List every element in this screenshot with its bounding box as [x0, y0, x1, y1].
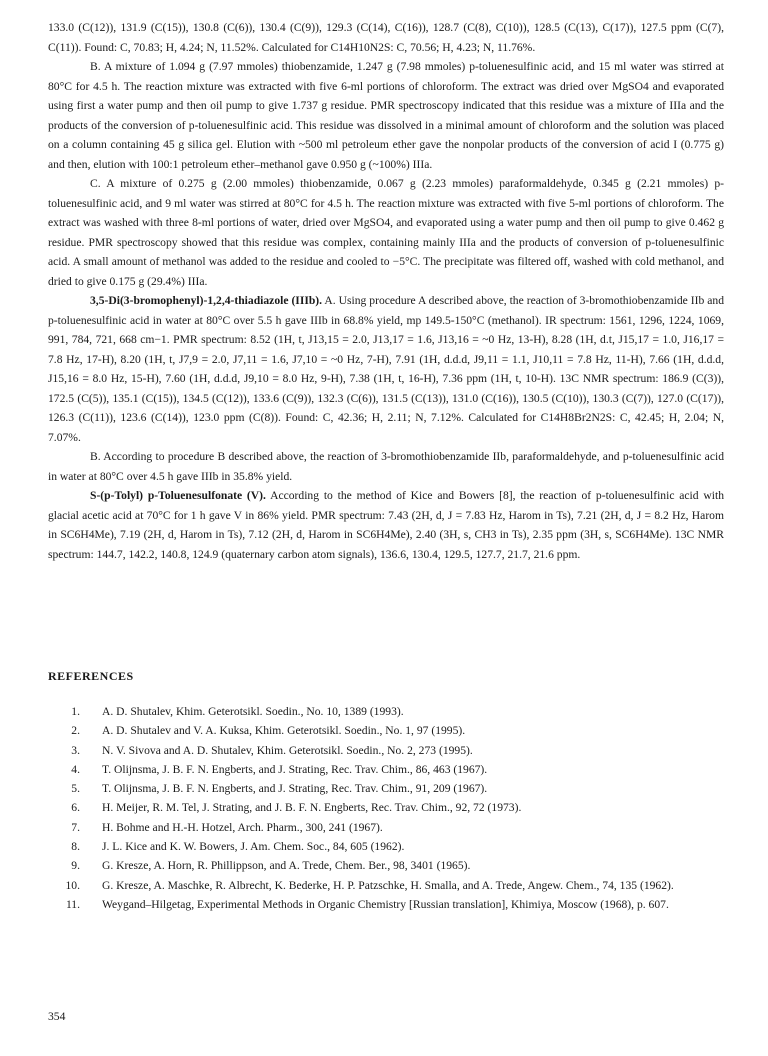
reference-item: 6. H. Meijer, R. M. Tel, J. Strating, and J. B. F. N. Engberts, Rec. Trav. Chim., 92, 72 (1973).: [71, 801, 522, 815]
reference-item: 4. T. Olijnsma, J. B. F. N. Engberts, and J. Strating, Rec. Trav. Chim., 86, 463 (1967).: [71, 762, 488, 776]
compound-text-v: According to the method of Kice and Bowers [8], the reaction of p-toluenesulfinic acid with glacial acetic acid at 70°C for 1 h gave V in 86% yield. PMR spectrum: 7.43 (2H, d, J = 7.83 Hz, Harom in Ts), 7.21 (2H, d, J = 8.2 Hz, Harom in SC6H4Me), 7.19 (2H, d, Harom in Ts), 7.12 (2H, d, Harom in SC6H4Me), 2.40 (3H, s, CH3 in Ts), 2.35 ppm (3H, s, SC6H4Me). 13C NMR spectrum: 144.7, 142.2, 140.8, 124.9 (quaternary carbon atom signals), 136.6, 130.4, 129.5, 127.7, 21.7, 21.6 ppm.: [48, 489, 724, 561]
reference-item: 8. J. L. Kice and K. W. Bowers, J. Am. Chem. Soc., 84, 605 (1962).: [71, 840, 405, 854]
reference-item: 5. T. Olijnsma, J. B. F. N. Engberts, and J. Strating, Rec. Trav. Chim., 91, 209 (1967).: [71, 782, 488, 796]
paragraph-iiib-procedure-b: B. According to procedure B described above, the reaction of 3-bromothiobenzamide IIb, paraformaldehyde, and p-toluenesulfinic acid in water at 80°C over 4.5 h gave IIIb in 35.8% yield.: [48, 450, 724, 483]
body-text: [48, 18, 724, 564]
paragraph-compound-v: [48, 486, 724, 564]
reference-item: 2. A. D. Shutalev and V. A. Kuksa, Khim. Geterotsikl. Soedin., No. 1, 97 (1995).: [71, 724, 466, 738]
reference-item: 9. G. Kresze, A. Horn, R. Phillippson, and A. Trede, Chem. Ber., 98, 3401 (1965).: [71, 859, 471, 873]
reference-item: 11. Weygand–Hilgetag, Experimental Methods in Organic Chemistry [Russian translation], Khimiya, Moscow (1968), p. 607.: [65, 897, 669, 911]
paragraph-compound-iiib: [48, 291, 724, 447]
paragraph-procedure-c: C. A mixture of 0.275 g (2.00 mmoles) thiobenzamide, 0.067 g (2.23 mmoles) paraformaldehyde, 0.345 g (2.21 mmoles) p-toluenesulfinic acid, and 9 ml water was stirred at 80°C for 4.5 h. The reaction mixture was extracted with five 5-ml portions of chloroform. The extract was washed with three 8-ml portions of water, dried over MgSO4, and evaporated using a water pump and then oil pump to give 0.462 g residue. PMR spectroscopy showed that this residue was complex, containing mainly IIIa and the products of conversion of p-toluenesulfinic acid. A small amount of methanol was added to the residue and cooled to −5°C. The precipitate was filtered off, washed with cold methanol, and dried to give 0.175 g (29.4%) IIIa.: [48, 177, 724, 288]
reference-item: 7. H. Bohme and H.-H. Hotzel, Arch. Pharm., 300, 241 (1967).: [71, 820, 383, 834]
compound-heading-v: S-(p-Tolyl) p-Toluenesulfonate (V).: [90, 489, 266, 502]
references-list: [48, 702, 724, 914]
reference-item: 10. G. Kresze, A. Maschke, R. Albrecht, K. Bederke, H. P. Patzschke, H. Smalla, and A. Trede, Angew. Chem., 74, 135 (1962).: [65, 878, 674, 892]
compound-heading-iiib: 3,5-Di(3-bromophenyl)-1,2,4-thiadiazole (IIIb).: [90, 294, 323, 307]
paragraph-procedure-b: B. A mixture of 1.094 g (7.97 mmoles) thiobenzamide, 1.247 g (7.98 mmoles) p-toluenesulfinic acid, and 15 ml water was stirred at 80°C for 4.5 h. The reaction mixture was extracted with five 6-ml portions of chloroform. The extract was dried over MgSO4 and evaporated using first a water pump and then oil pump to give 1.737 g residue. PMR spectroscopy indicated that this residue was a mixture of IIIa and the products of the conversion of p-toluenesulfinic acid. This residue was dissolved in a minimal amount of chloroform and the solution was placed on a column containing 45 g silica gel. Elution with ~500 ml petroleum ether gave the nonpolar products of the conversion of acid I (0.775 g) and then, elution with 100:1 petroleum ether–methanol gave 0.950 g (~100%) IIIa.: [48, 60, 724, 171]
references-heading: REFERENCES: [48, 669, 134, 683]
paragraph-1: 133.0 (C(12)), 131.9 (C(15)), 130.8 (C(6)), 130.4 (C(9)), 129.3 (C(14), C(16)), 128.7 (C(8), C(10)), 128.5 (C(13), C(17)), 127.5 ppm (C(7), C(11)). Found: C, 70.83; H, 4.24; N, 11.52%. Calculated for C14H10N2S: C, 70.56; H, 4.23; N, 11.76%.: [48, 21, 724, 54]
compound-text-iiib: A. Using procedure A described above, the reaction of 3-bromothiobenzamide IIb and p-toluenesulfinic acid in water at 80°C over 5.5 h gave IIIb in 68.8% yield, mp 149.5-150°C (methanol). IR spectrum: 1561, 1296, 1224, 1069, 991, 784, 721, 668 cm−1. PMR spectrum: 8.52 (1H, t, J13,15 = 2.0, J13,17 = 1.6, J13,16 = ~0 Hz, 13-H), 8.28 (1H, d.t, J15,17 = 1.0, J16,17 = 7.8 Hz, 17-H), 8.20 (1H, t, J7,9 = 2.0, J7,11 = 1.6, J7,10 = ~0 Hz, 7-H), 7.91 (1H, d.d.d, J9,11 = 1.1, J10,11 = 7.8 Hz, 11-H), 7.66 (1H, d.d.d, J15,16 = 8.0 Hz, 15-H), 7.60 (1H, d.d.d, J9,10 = 8.0 Hz, 9-H), 7.38 (1H, t, 16-H), 7.36 ppm (1H, t, 10-H). 13C NMR spectrum: 186.9 (C(3)), 172.5 (C(5)), 135.1 (C(15)), 134.5 (C(12)), 133.6 (C(9)), 132.3 (C(6)), 131.5 (C(13)), 131.0 (C(16)), 130.5 (C(10)), 130.3 (C(7)), 127.0 (C(17)), 126.3 (C(11)), 123.6 (C(14)), 123.0 ppm (C(8)). Found: C, 42.36; H, 2.11; N, 7.12%. Calculated for C14H8Br2N2S: C, 42.45; H, 2.04; N, 7.07%.: [48, 294, 725, 444]
reference-item: 1. A. D. Shutalev, Khim. Geterotsikl. Soedin., No. 10, 1389 (1993).: [71, 705, 404, 718]
reference-item: 3. N. V. Sivova and A. D. Shutalev, Khim. Geterotsikl. Soedin., No. 2, 273 (1995).: [71, 743, 473, 757]
page-number: 354: [48, 1010, 66, 1023]
